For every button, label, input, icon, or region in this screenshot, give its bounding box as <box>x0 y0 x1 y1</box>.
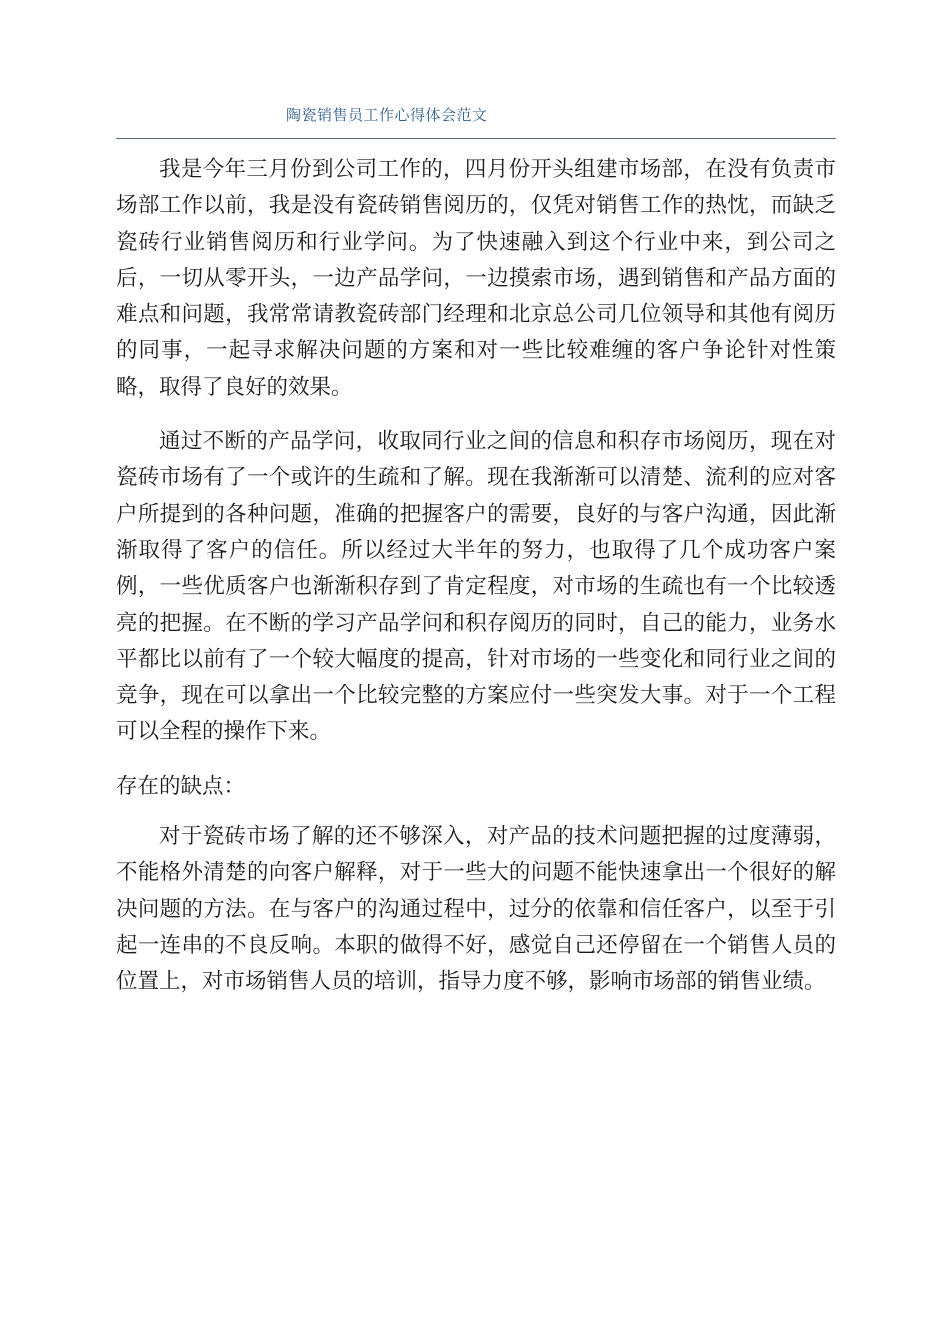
document-body <box>116 152 836 1019</box>
header-divider <box>116 138 836 139</box>
paragraph-progress: 通过不断的产品学问，收取同行业之间的信息和积存市场阅历，现在对瓷砖市场有了一个或许的生疏和了解。现在我渐渐可以清楚、流利的应对客户所提到的各种问题，准确的把握客户的需要，良好的与客户沟通，因此渐渐取得了客户的信任。所以经过大半年的努力，也取得了几个成功客户案例，一些优质客户也渐渐积存到了肯定程度，对市场的生疏也有一个比较透亮的把握。在不断的学习产品学问和积存阅历的同时，自己的能力，业务水平都比以前有了一个较大幅度的提高，针对市场的一些变化和同行业之间的竞争，现在可以拿出一个比较完整的方案应付一些突发大事。对于一个工程可以全程的操作下来。 <box>116 429 836 745</box>
document-header-title: 陶瓷销售员工作心得体会范文 <box>286 106 488 124</box>
paragraph-intro: 我是今年三月份到公司工作的，四月份开头组建市场部，在没有负责市场部工作以前，我是没有瓷砖销售阅历的，仅凭对销售工作的热忱，而缺乏瓷砖行业销售阅历和行业学问。为了快速融入到这个行业中来，到公司之后，一切从零开头，一边产品学问，一边摸索市场，遇到销售和产品方面的难点和问题，我常常请教瓷砖部门经理和北京总公司几位领导和其他有阅历的同事，一起寻求解决问题的方案和对一些比较难缠的客户争论针对性策略，取得了良好的效果。 <box>116 157 836 400</box>
paragraph-shortcomings: 对于瓷砖市场了解的还不够深入，对产品的技术问题把握的过度薄弱，不能格外清楚的向客户解释，对于一些大的问题不能快速拿出一个很好的解决问题的方法。在与客户的沟通过程中，过分的依靠和信任客户，以至于引起一连串的不良反响。本职的做得不好，感觉自己还停留在一个销售人员的位置上，对市场销售人员的培训，指导力度不够，影响市场部的销售业绩。 <box>116 824 836 995</box>
section-heading-shortcomings: 存在的缺点： <box>116 773 246 799</box>
